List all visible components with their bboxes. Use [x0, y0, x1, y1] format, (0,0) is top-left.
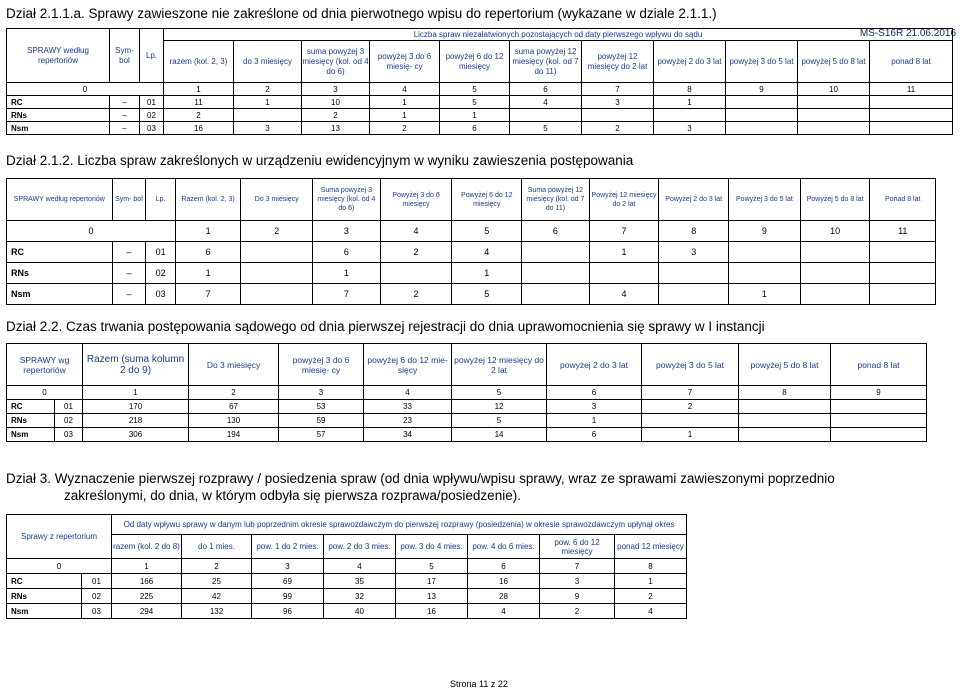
row-lp: 03 — [82, 604, 112, 619]
table-cell — [739, 400, 831, 414]
table-cell: 2 — [380, 242, 452, 263]
table-cell: 69 — [252, 574, 324, 589]
table-cell — [798, 96, 870, 109]
s2-h11: Powyżej 3 do 5 lat — [729, 179, 801, 221]
s2-idx: 5 — [452, 221, 522, 242]
row-label: Nsm — [7, 284, 113, 305]
s2-h8: Suma powyżej 12 miesięcy (kol. od 7 do 11) — [522, 179, 590, 221]
table-cell: 2 — [302, 109, 370, 122]
table-cell: 16 — [468, 574, 540, 589]
s3-idx: 3 — [279, 386, 364, 400]
s2-idx-0: 0 — [7, 221, 176, 242]
s3-h7: powyżej 3 do 5 lat — [642, 344, 739, 386]
s2-idx: 9 — [729, 221, 801, 242]
table-cell: 17 — [396, 574, 468, 589]
table-cell: 3 — [547, 400, 642, 414]
row-lp: 03 — [146, 284, 176, 305]
row-symbol: – — [110, 122, 140, 135]
table-cell: 3 — [540, 574, 615, 589]
section3-table — [6, 343, 927, 442]
row-lp: 01 — [140, 96, 164, 109]
s3-h6: powyżej 2 do 3 lat — [547, 344, 642, 386]
row-symbol: – — [112, 263, 146, 284]
table-cell: 1 — [654, 96, 726, 109]
table-cell — [870, 284, 936, 305]
s4-h4: pow. 2 do 3 mies. — [324, 535, 396, 559]
s3-idx: 6 — [547, 386, 642, 400]
s3-idx: 1 — [83, 386, 189, 400]
s1-h7: powyżej 6 do 12 miesięcy — [440, 41, 510, 83]
table-cell: 53 — [279, 400, 364, 414]
row-symbol: – — [110, 109, 140, 122]
table-cell: 1 — [175, 263, 240, 284]
table-row — [7, 122, 953, 135]
row-label: Nsm — [7, 428, 55, 442]
s4-idx: 7 — [540, 559, 615, 574]
s2-h1: Sym- bol — [112, 179, 146, 221]
table-cell — [726, 122, 798, 135]
table-cell: 306 — [83, 428, 189, 442]
s2-h9: Powyżej 12 miesięcy do 2 lat — [589, 179, 659, 221]
table-row — [7, 263, 936, 284]
table-cell — [659, 284, 729, 305]
s2-h5: Suma powyżej 3 miesięcy (kol. od 4 do 6) — [313, 179, 381, 221]
table-cell: 1 — [313, 263, 381, 284]
table-cell — [831, 428, 927, 442]
s4-idx: 5 — [396, 559, 468, 574]
table-cell — [798, 122, 870, 135]
table-cell — [729, 263, 801, 284]
table-cell — [380, 263, 452, 284]
table-cell: 1 — [642, 428, 739, 442]
table-cell — [642, 414, 739, 428]
table-cell: 1 — [547, 414, 642, 428]
table-cell — [800, 263, 870, 284]
table-cell: 2 — [642, 400, 739, 414]
section2-table — [6, 178, 936, 305]
table-cell: 132 — [182, 604, 252, 619]
row-label: RNs — [7, 414, 55, 428]
s3-idx: 2 — [189, 386, 279, 400]
table-cell: 28 — [468, 589, 540, 604]
row-label: RC — [7, 96, 110, 109]
page-number: Strona 11 z 22 — [450, 679, 508, 689]
s3-idx-0: 0 — [7, 386, 83, 400]
table-cell: 1 — [615, 574, 687, 589]
table-cell: 16 — [164, 122, 234, 135]
table-cell: 4 — [468, 604, 540, 619]
s2-h3: Razem (kol. 2, 3) — [175, 179, 240, 221]
table-row — [7, 96, 953, 109]
table-cell: 130 — [189, 414, 279, 428]
section1-table — [6, 28, 953, 135]
s4-idx: 1 — [112, 559, 182, 574]
s1-idx: 4 — [370, 83, 440, 96]
s4-idx: 3 — [252, 559, 324, 574]
table-cell: 1 — [440, 109, 510, 122]
table-cell: 170 — [83, 400, 189, 414]
table-cell: 25 — [182, 574, 252, 589]
table-cell: 4 — [510, 96, 582, 109]
row-lp: 03 — [140, 122, 164, 135]
table-cell: 5 — [452, 414, 547, 428]
table-cell: 7 — [313, 284, 381, 305]
s3-idx: 9 — [831, 386, 927, 400]
table-cell: 1 — [370, 96, 440, 109]
s1-idx: 11 — [870, 83, 953, 96]
table-cell — [726, 109, 798, 122]
s1-h8: suma powyżej 12 miesięcy (kol. od 7 do 11) — [510, 41, 582, 83]
table-cell — [800, 284, 870, 305]
s1-idx: 1 — [164, 83, 234, 96]
s4-h2: do 1 mies. — [182, 535, 252, 559]
table-cell: 99 — [252, 589, 324, 604]
s1-h3: razem (kol. 2, 3) — [164, 41, 234, 83]
table-cell — [510, 109, 582, 122]
row-lp: 02 — [146, 263, 176, 284]
s2-idx: 11 — [870, 221, 936, 242]
s3-h5: powyżej 12 miesięcy do 2 lat — [452, 344, 547, 386]
table-cell: 4 — [452, 242, 522, 263]
section4-table — [6, 514, 687, 619]
table-cell — [739, 428, 831, 442]
table-cell: 2 — [380, 284, 452, 305]
table-cell — [659, 263, 729, 284]
table-cell — [522, 284, 590, 305]
table-cell — [798, 109, 870, 122]
table-cell — [726, 96, 798, 109]
s1-h6: powyżej 3 do 6 miesię- cy — [370, 41, 440, 83]
table-cell — [800, 242, 870, 263]
table-cell: 1 — [452, 263, 522, 284]
s4-idx-0: 0 — [7, 559, 112, 574]
table-cell: 42 — [182, 589, 252, 604]
table-row — [7, 589, 687, 604]
table-cell — [870, 109, 953, 122]
s2-h0: SPRAWY według repertoriów — [7, 179, 113, 221]
s2-h6: Powyżej 3 do 6 miesięcy — [380, 179, 452, 221]
table-cell: 1 — [370, 109, 440, 122]
s3-h0: SPRAWY wg repertoriów — [7, 344, 83, 386]
table-cell: 14 — [452, 428, 547, 442]
table-row — [7, 428, 927, 442]
s3-h3: powyżej 3 do 6 miesię- cy — [279, 344, 364, 386]
table-cell — [522, 242, 590, 263]
table-cell: 57 — [279, 428, 364, 442]
table-cell: 225 — [112, 589, 182, 604]
row-symbol: – — [112, 242, 146, 263]
s2-h10: Powyżej 2 do 3 lat — [659, 179, 729, 221]
table-cell — [582, 109, 654, 122]
s1-h12: powyżej 5 do 8 lat — [798, 41, 870, 83]
s1-idx: 6 — [510, 83, 582, 96]
row-lp: 02 — [140, 109, 164, 122]
table-cell: 5 — [440, 96, 510, 109]
table-cell: 3 — [654, 122, 726, 135]
s1-h10: powyżej 2 do 3 lat — [654, 41, 726, 83]
table-row — [7, 242, 936, 263]
table-cell: 166 — [112, 574, 182, 589]
s1-idx-0: 0 — [7, 83, 164, 96]
s2-idx: 10 — [800, 221, 870, 242]
table-cell: 1 — [729, 284, 801, 305]
s4-h7: pow. 6 do 12 miesięcy — [540, 535, 615, 559]
row-label: RC — [7, 242, 113, 263]
table-cell: 2 — [540, 604, 615, 619]
table-cell: 9 — [540, 589, 615, 604]
table-cell: 3 — [659, 242, 729, 263]
table-cell — [831, 400, 927, 414]
row-symbol: – — [112, 284, 146, 305]
table-cell: 23 — [364, 414, 452, 428]
s1-h13: ponad 8 lat — [870, 41, 953, 83]
row-lp: 02 — [55, 414, 83, 428]
table-cell: 1 — [589, 242, 659, 263]
s1-h2: Lp. — [140, 29, 164, 83]
table-cell: 6 — [547, 428, 642, 442]
s4-idx: 8 — [615, 559, 687, 574]
row-label: RC — [7, 574, 82, 589]
table-cell: 6 — [440, 122, 510, 135]
s2-idx: 7 — [589, 221, 659, 242]
s3-h1: Razem (suma kolumn 2 do 9) — [83, 344, 189, 386]
row-lp: 01 — [146, 242, 176, 263]
row-lp: 02 — [82, 589, 112, 604]
row-label: RNs — [7, 263, 113, 284]
form-code: MS-S16R 21.06.2016 — [859, 28, 956, 39]
table-cell: 16 — [396, 604, 468, 619]
table-cell: 11 — [164, 96, 234, 109]
s1-h1: Sym- bol — [110, 29, 140, 83]
s1-h11: powyżej 3 do 5 lat — [726, 41, 798, 83]
s1-h9: powyżej 12 miesięcy do 2 lat — [582, 41, 654, 83]
table-cell — [831, 414, 927, 428]
row-label: RC — [7, 400, 55, 414]
s4-h3: pow. 1 do 2 mies. — [252, 535, 324, 559]
table-cell: 1 — [234, 96, 302, 109]
s1-h5: suma powyżej 3 miesięcy (kol. od 4 do 6) — [302, 41, 370, 83]
s4-idx: 2 — [182, 559, 252, 574]
table-cell: 3 — [582, 96, 654, 109]
s2-h13: Ponad 8 lat — [870, 179, 936, 221]
table-cell — [870, 242, 936, 263]
table-cell: 35 — [324, 574, 396, 589]
s3-idx: 5 — [452, 386, 547, 400]
table-cell: 96 — [252, 604, 324, 619]
s2-h7: Powyżej 6 do 12 miesięcy — [452, 179, 522, 221]
table-cell — [739, 414, 831, 428]
s4-group-header: Od daty wpływu sprawy w danym lub poprzednim okresie sprawozdawczym do pierwszej rozprawy (posiedzenia) w okresie sprawozdawczym upłynął okres — [112, 515, 687, 535]
table-cell — [870, 96, 953, 109]
table-cell: 194 — [189, 428, 279, 442]
table-cell — [589, 263, 659, 284]
table-cell — [241, 263, 313, 284]
s3-h9: ponad 8 lat — [831, 344, 927, 386]
s2-idx: 1 — [175, 221, 240, 242]
row-lp: 03 — [55, 428, 83, 442]
section2-title: Dział 2.1.2. Liczba spraw zakreślonych w urządzeniu ewidencyjnym w wyniku zawieszenia postępowania — [6, 153, 634, 168]
table-cell — [234, 109, 302, 122]
s2-h4: Do 3 miesięcy — [241, 179, 313, 221]
s2-idx: 2 — [241, 221, 313, 242]
table-cell: 6 — [175, 242, 240, 263]
table-cell: 4 — [589, 284, 659, 305]
section3-title: Dział 2.2. Czas trwania postępowania sądowego od dnia pierwszej rejestracji do dnia uprawomocnienia się sprawy w I instancji — [6, 319, 765, 334]
table-cell: 2 — [164, 109, 234, 122]
table-cell: 4 — [615, 604, 687, 619]
table-row — [7, 414, 927, 428]
table-row — [7, 284, 936, 305]
section1-title: Dział 2.1.1.a. Sprawy zawieszone nie zakreślone od dnia pierwotnego wpisu do repertorium (wykazane w dziale 2.1.1.) — [6, 6, 717, 21]
table-cell — [870, 122, 953, 135]
s1-idx: 9 — [726, 83, 798, 96]
s2-h12: Powyżej 5 do 8 lat — [800, 179, 870, 221]
table-cell: 59 — [279, 414, 364, 428]
s1-idx: 5 — [440, 83, 510, 96]
s4-h5: pow. 3 do 4 mies. — [396, 535, 468, 559]
s1-idx: 8 — [654, 83, 726, 96]
s4-h0: Sprawy z repertorium — [7, 515, 112, 559]
table-cell — [729, 242, 801, 263]
table-cell: 2 — [615, 589, 687, 604]
table-cell: 34 — [364, 428, 452, 442]
s1-group-header: Liczba spraw niezałatwionych pozostających od daty pierwszego wpływu do sądu — [164, 29, 953, 41]
table-cell: 13 — [302, 122, 370, 135]
table-cell — [522, 263, 590, 284]
s4-idx: 6 — [468, 559, 540, 574]
table-row — [7, 574, 687, 589]
table-cell: 12 — [452, 400, 547, 414]
section4-title-line2: zakreślonymi, do dnia, w którym odbyła się pierwsza rozprawa/posiedzenie). — [64, 488, 521, 503]
row-label: RNs — [7, 109, 110, 122]
row-lp: 01 — [82, 574, 112, 589]
table-cell — [241, 284, 313, 305]
table-cell: 67 — [189, 400, 279, 414]
table-cell: 40 — [324, 604, 396, 619]
s4-h8: ponad 12 miesięcy — [615, 535, 687, 559]
s3-idx: 8 — [739, 386, 831, 400]
table-cell: 5 — [452, 284, 522, 305]
table-cell — [654, 109, 726, 122]
s2-h2: Lp. — [146, 179, 176, 221]
table-cell: 218 — [83, 414, 189, 428]
table-cell: 5 — [510, 122, 582, 135]
s1-h0: SPRAWY według repertoriów — [7, 29, 110, 83]
table-cell: 10 — [302, 96, 370, 109]
s3-h4: powyżej 6 do 12 mie- sięcy — [364, 344, 452, 386]
table-cell: 3 — [234, 122, 302, 135]
table-row — [7, 400, 927, 414]
row-symbol: – — [110, 96, 140, 109]
s2-idx: 4 — [380, 221, 452, 242]
s3-h2: Do 3 miesięcy — [189, 344, 279, 386]
s4-h6: pow. 4 do 6 mies. — [468, 535, 540, 559]
table-cell — [241, 242, 313, 263]
row-lp: 01 — [55, 400, 83, 414]
table-cell: 294 — [112, 604, 182, 619]
table-cell — [870, 263, 936, 284]
s4-h1: razem (kol. 2 do 8) — [112, 535, 182, 559]
s3-idx: 4 — [364, 386, 452, 400]
s2-idx: 3 — [313, 221, 381, 242]
s2-idx: 6 — [522, 221, 590, 242]
table-cell: 13 — [396, 589, 468, 604]
s1-idx: 3 — [302, 83, 370, 96]
table-cell: 32 — [324, 589, 396, 604]
s2-idx: 8 — [659, 221, 729, 242]
table-cell: 7 — [175, 284, 240, 305]
row-label: RNs — [7, 589, 82, 604]
s3-idx: 7 — [642, 386, 739, 400]
table-row — [7, 109, 953, 122]
table-row — [7, 604, 687, 619]
s1-idx: 7 — [582, 83, 654, 96]
s1-idx: 10 — [798, 83, 870, 96]
s1-idx: 2 — [234, 83, 302, 96]
s1-h4: do 3 miesięcy — [234, 41, 302, 83]
table-cell: 33 — [364, 400, 452, 414]
section4-title-line1: Dział 3. Wyznaczenie pierwszej rozprawy / posiedzenia spraw (od dnia wpływu/wpisu sprawy, wraz ze sprawami zawieszonymi poprzednio — [6, 471, 835, 486]
row-label: Nsm — [7, 122, 110, 135]
table-cell: 6 — [313, 242, 381, 263]
table-cell: 2 — [370, 122, 440, 135]
s4-idx: 4 — [324, 559, 396, 574]
row-label: Nsm — [7, 604, 82, 619]
s3-h8: powyżej 5 do 8 lat — [739, 344, 831, 386]
table-cell: 2 — [582, 122, 654, 135]
